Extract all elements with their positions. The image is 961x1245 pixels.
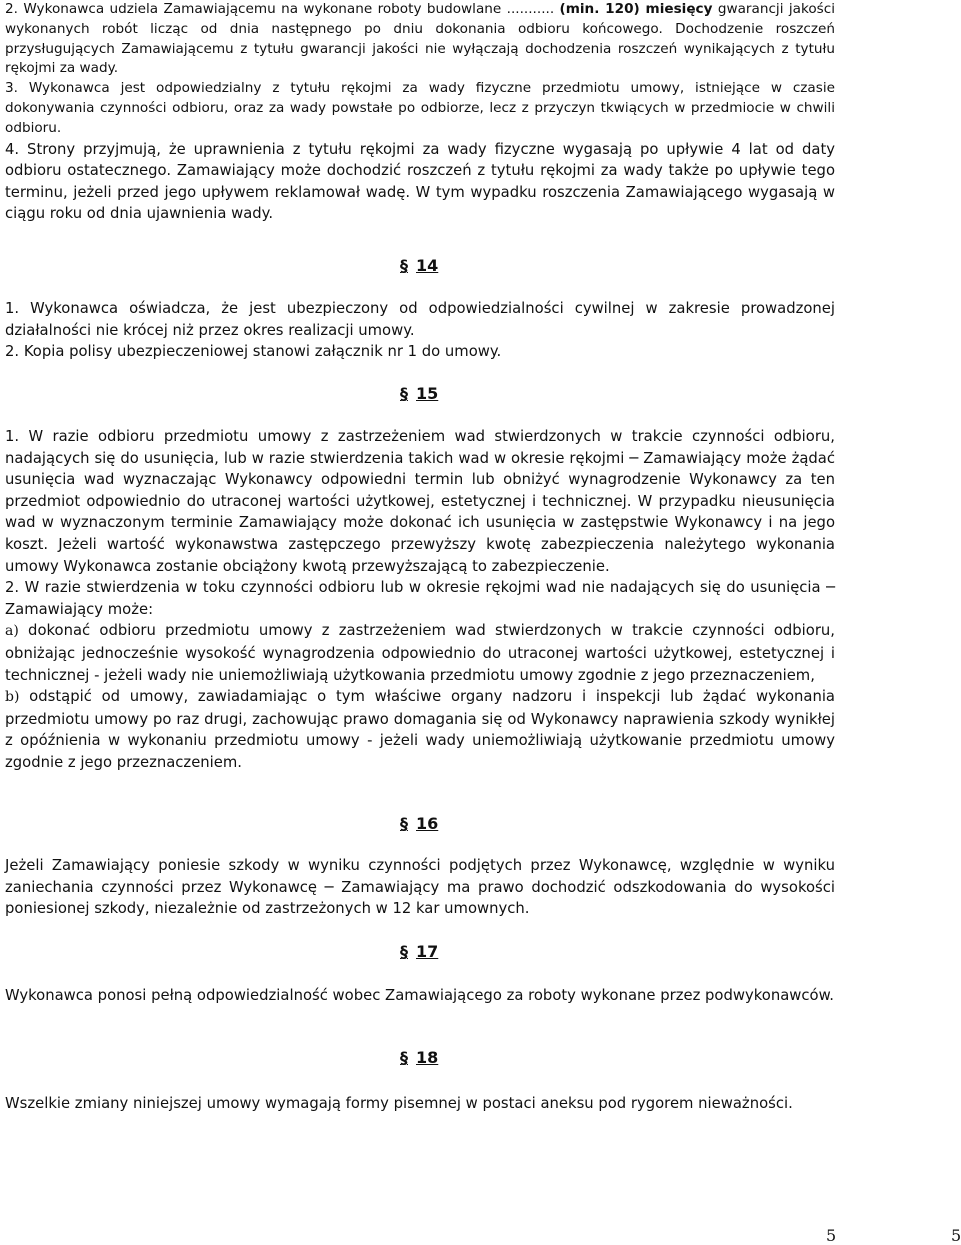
section-15-body [5, 426, 835, 774]
s18-paragraph-1: Wszelkie zmiany niniejszej umowy wymagają formy pisemnej w postaci aneksu pod rygorem nieważności. [5, 1095, 793, 1112]
s14-paragraph-1: 1. Wykonawca oświadcza, że jest ubezpieczony od odpowiedzialności cywilnej w zakresie prowadzonej działalności nie krócej niż przez okres realizacji umowy. [5, 300, 835, 339]
s15-item-b: b) odstąpić od umowy, zawiadamiając o tym właściwe organy nadzoru i inspekcji lub żądać wykonania przedmiotu umowy po raz drugi, zachowując prawo domagania się od Wykonawcy naprawienia szkody wynikłej z opóźnienia w wykonaniu przedmiotu umowy - jeżeli wady uniemożliwiają użytkowanie przedmiotu umowy zgodnie z jego przeznaczeniem. [5, 688, 835, 771]
warranty-block [5, 0, 835, 225]
s15-paragraph-2: 2. W razie stwierdzenia w toku czynności odbioru lub w okresie rękojmi wad nie nadających się do usunięcia ─ Zamawiający może: [5, 579, 835, 618]
section-heading-16: § 16 [400, 814, 439, 833]
s16-paragraph-1: Jeżeli Zamawiający poniesie szkody w wyniku czynności podjętych przez Wykonawcę, względnie w wyniku zaniechania czynności przez Wykonawcę ─ Zamawiający ma prawo dochodzić odszkodowania do wysokości poniesionej szkody, niezależnie od zastrzeżonych w 12 kar umownych. [5, 857, 835, 918]
paragraph-2: 2. Wykonawca udziela Zamawiającemu na wykonane roboty budowlane ........... (min. 120) miesięcy gwarancji jakości wykonanych robót licząc od dnia następnego po dniu dokonania odbioru końcowego. Dochodzenie roszczeń przysługujących Zamawiającemu z tytułu gwarancji jakości nie wyłączają dochodzenia roszczeń wynikających z tytułu rękojmi za wady. [5, 1, 835, 77]
section-17-body [5, 985, 835, 1007]
warranty-months: (min. 120) miesięcy [559, 1, 713, 17]
s15-paragraph-1: 1. W razie odbioru przedmiotu umowy z zastrzeżeniem wad stwierdzonych w trakcie czynności odbioru, nadających się do usunięcia, lub w razie stwierdzenia takich wad w okresie rękojmi ─ Zamawiający może żądać usunięcia wad wyznaczając Wykonawcy odpowiedni termin lub obniżyć wynagrodzenie Wykonawcy za ten przedmiot odpowiednio do utraconej wartości użytkowej, estetycznej i technicznej. W przypadku nieusunięcia wad w wyznaczonym terminie Zamawiający może dokonać ich usunięcia w zastępstwie Wykonawcy i na jego koszt. Jeżeli wartość wykonawstwa zastępczego przewyższy kwotę zabezpieczenia należytego wykonania umowy Wykonawca zostanie obciążony kwotą przewyższającą to zabezpieczenie. [5, 428, 835, 575]
section-14-body [5, 298, 835, 363]
section-heading-14: § 14 [400, 256, 439, 275]
paragraph-3: 3. Wykonawca jest odpowiedzialny z tytułu rękojmi za wady fizyczne przedmiotu umowy, istniejące w czasie dokonywania czynności odbioru, oraz za wady powstałe po odbiorze, lecz z przyczyn tkwiących w przedmiocie w chwili odbioru. [5, 80, 835, 136]
section-16-body [5, 855, 835, 920]
page-number: 5 [826, 1226, 837, 1245]
s14-paragraph-2: 2. Kopia polisy ubezpieczeniowej stanowi załącznik nr 1 do umowy. [5, 343, 502, 361]
section-heading-17: § 17 [400, 942, 439, 961]
page-number-edge: 5 [951, 1226, 961, 1245]
section-heading-18: § 18 [400, 1048, 439, 1067]
s17-paragraph-1: Wykonawca ponosi pełną odpowiedzialność wobec Zamawiającego za roboty wykonane przez podwykonawców. [5, 987, 835, 1004]
section-18-body [5, 1093, 835, 1115]
s15-item-a: a) dokonać odbioru przedmiotu umowy z zastrzeżeniem wad stwierdzonych w trakcie czynności odbioru, obniżając jednocześnie wysokość wynagrodzenia odpowiednio do utraconej wartości użytkowej, estetycznej i technicznej - jeżeli wady nie uniemożliwiają użytkowania przedmiotu umowy zgodnie z jego przeznaczeniem, [5, 622, 835, 684]
section-heading-15: § 15 [400, 384, 439, 403]
paragraph-4: 4. Strony przyjmują, że uprawnienia z tytułu rękojmi za wady fizyczne wygasają po upływie 4 lat od daty odbioru ostatecznego. Zamawiający może dochodzić roszczeń z tytułu rękojmi za wady także po upływie tego terminu, jeżeli przed jego upływem reklamował wadę. W tym wypadku roszczenia Zamawiającego wygasają w ciągu roku od dnia ujawnienia wady. [5, 140, 835, 223]
